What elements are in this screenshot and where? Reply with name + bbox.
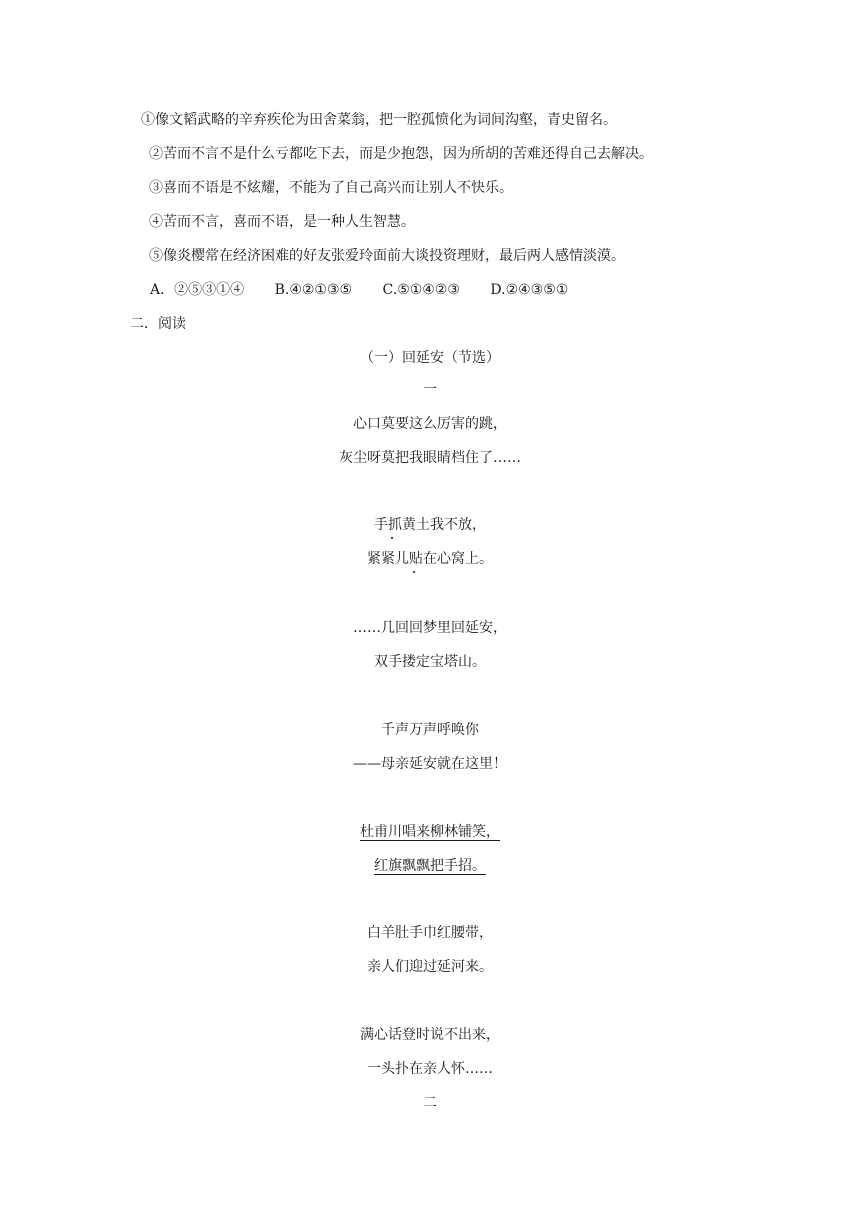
emphasis-dot [413,571,415,573]
option-a: A．②⑤③①④ [150,282,245,298]
answer-options [150,280,568,300]
emphasis-dot [391,537,393,539]
option-d: D.②④③⑤① [490,282,569,298]
poem-line: 亲人们迎过延河来。 [367,959,493,975]
poem-line: 一头扑在亲人怀…… [367,1061,493,1077]
option-c: C.⑤①④②③ [382,282,460,298]
statement-4: ④苦而不言，喜而不语，是一种人生智慧。 [149,214,415,230]
poem-line-underlined [0,856,860,876]
poem-part-one: 一 [423,382,437,398]
poem-line: 白羊肚手巾红腰带， [367,925,493,941]
poem-line: 心口莫要这么厉害的跳， [353,416,507,432]
option-b: B.④②①③⑤ [274,282,353,298]
underlined-text: 红旗飘飘把手招。 [374,858,486,874]
poem-part-two: 二 [423,1095,437,1111]
statement-5: ⑤像炎樱常在经济困难的好友张爱玲面前大谈投资理财，最后两人感情淡漠。 [149,248,625,264]
poem-line: 灰尘呀莫把我眼睛档住了…… [339,450,521,466]
poem-line: 千声万声呼唤你 [381,722,479,738]
poem-title: （一）回延安（节选） [360,350,500,366]
poem-line-underlined [0,822,860,842]
poem-line: 双手搂定宝塔山。 [374,654,486,670]
section-heading: 二．阅读 [130,316,186,332]
underlined-text: 杜甫川唱来柳林铺笑， [360,824,500,840]
statement-3: ③喜而不语是不炫耀，不能为了自己高兴而让别人不快乐。 [149,180,513,196]
statement-1: ①像文韬武略的辛弃疾伦为田舍菜翁，把一腔孤愤化为词间沟壑，青史留名。 [141,112,617,128]
poem-line: ——母亲延安就在这里！ [353,756,507,772]
poem-line: 紧紧儿贴在心窝上。 [367,551,493,567]
poem-line: 满心话登时说不出来， [360,1027,500,1043]
poem-line: 手抓黄土我不放， [374,517,486,533]
statement-2: ②苦而不言不是什么亏都吃下去，而是少抱怨，因为所胡的苦难还得自己去解决。 [149,146,653,162]
poem-line: ……几回回梦里回延安， [353,620,507,636]
